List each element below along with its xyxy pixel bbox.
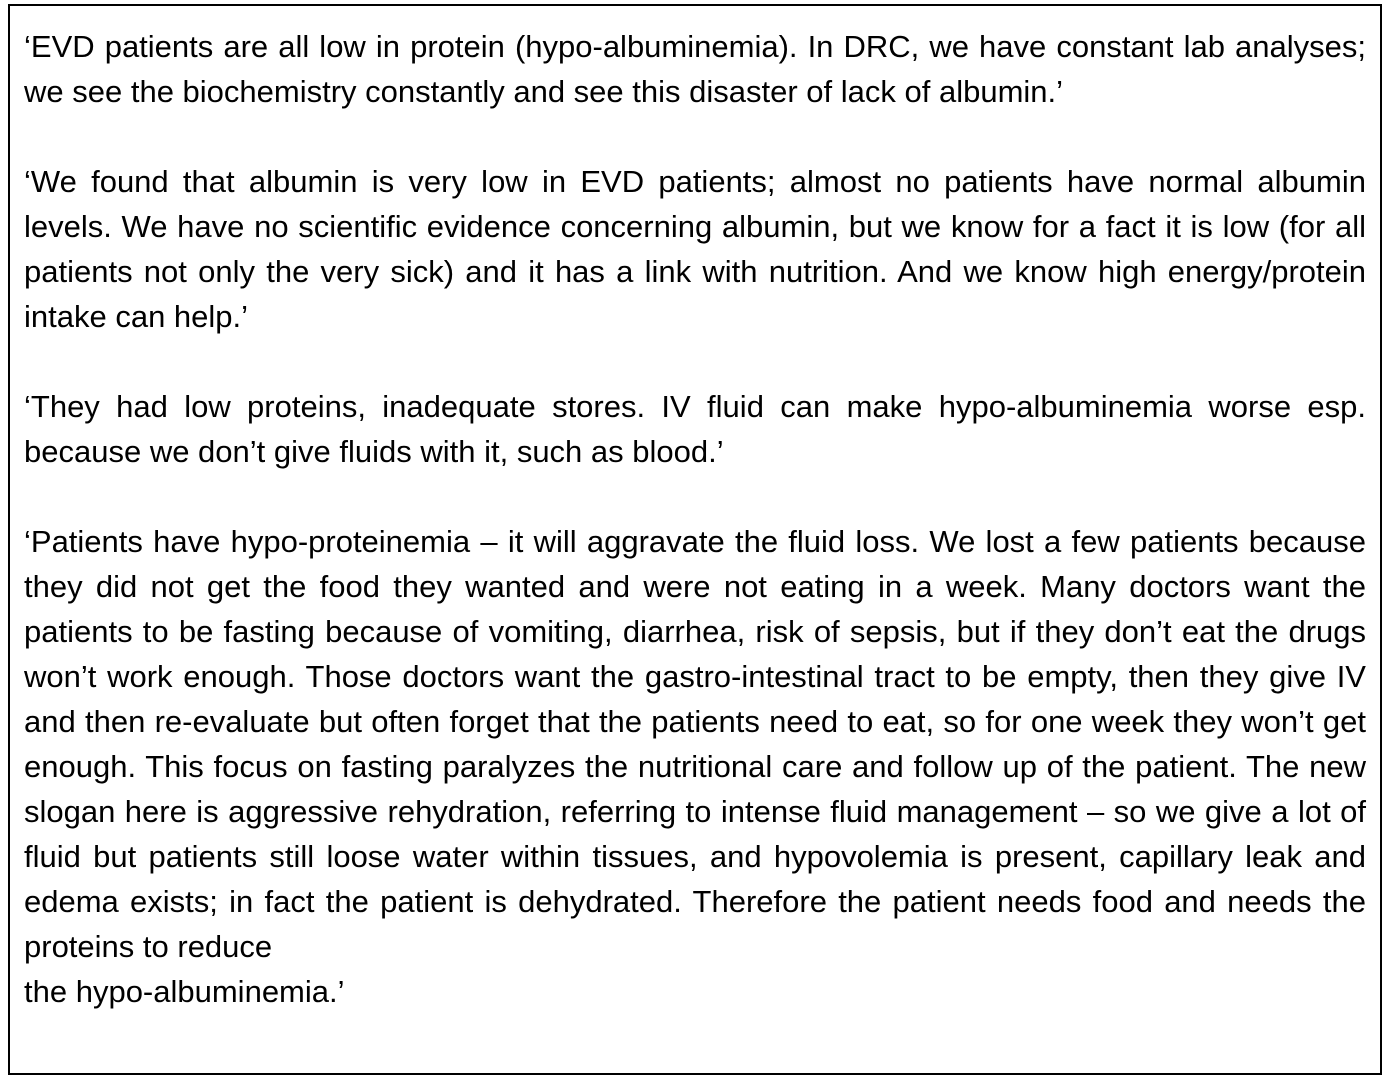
quote-4-tail: the hypo-albuminemia.’ [24,974,345,1009]
quote-2: ‘We found that albumin is very low in EVD patients; almost no patients have normal albumin levels. We have no scientific evidence concerning albumin, but we know for a fact it is low (for all patients not only the very sick) and it has a link with nutrition. And we know high energy/protein intake can help.’ [24,164,1366,334]
quote-4 [24,519,1366,1014]
quote-3: ‘They had low proteins, inadequate stores. IV fluid can make hypo-albuminemia worse esp. because we don’t give fluids with it, such as blood.’ [24,389,1366,469]
quote-1: ‘EVD patients are all low in protein (hypo-albuminemia). In DRC, we have constant lab analyses; we see the biochemistry constantly and see this disaster of lack of albumin.’ [24,29,1366,109]
quote-4-body: ‘Patients have hypo-proteinemia – it will aggravate the fluid loss. We lost a few patients because they did not get the food they wanted and were not eating in a week. Many doctors want the patients to be fasting because of vomiting, diarrhea, risk of sepsis, but if they don’t eat the drugs won’t work enough. Those doctors want the gastro-intestinal tract to be empty, then they give IV and then re-evaluate but often forget that the patients need to eat, so for one week they won’t get enough. This focus on fasting paralyzes the nutritional care and follow up of the patient. The new slogan here is aggressive rehydration, referring to intense fluid management – so we give a lot of fluid but patients still loose water within tissues, and hypovolemia is present, capillary leak and edema exists; in fact the patient is dehydrated. Therefore the patient needs food and needs the proteins to reduce [24,524,1366,964]
quote-box [8,4,1382,1075]
